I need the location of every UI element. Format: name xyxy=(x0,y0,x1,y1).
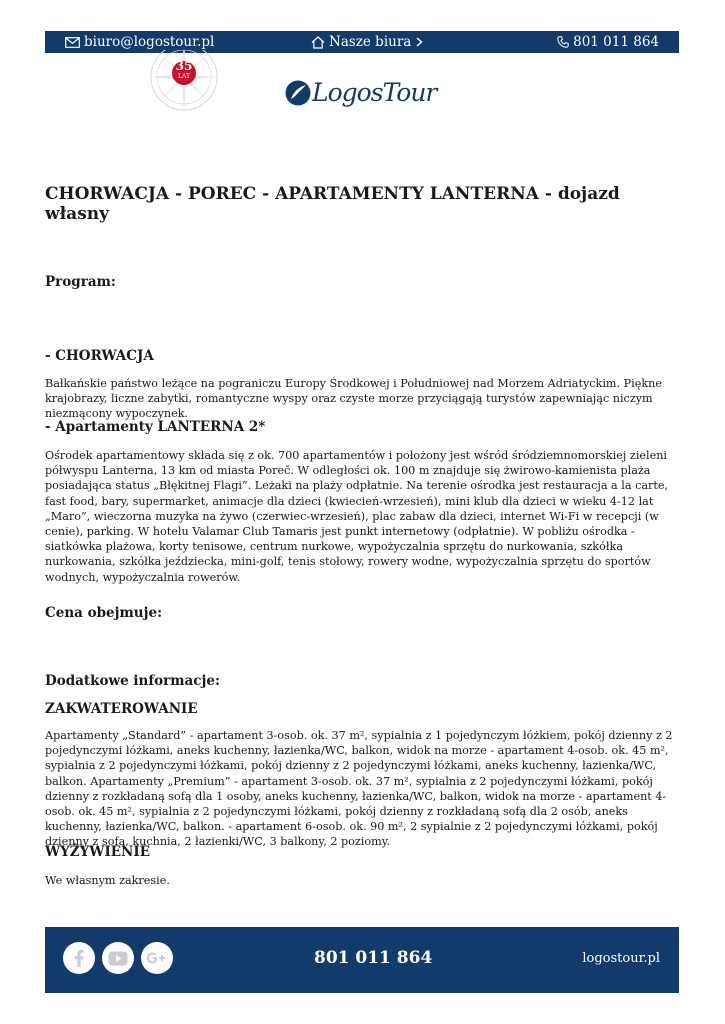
logo-wordmark: LogosTour xyxy=(312,78,437,107)
footer-website[interactable]: logostour.pl xyxy=(582,951,660,966)
program-heading: Program: xyxy=(45,274,116,290)
top-contact-bar xyxy=(45,31,679,53)
offices-link[interactable] xyxy=(311,31,424,53)
envelope-icon xyxy=(65,37,80,48)
google-plus-icon xyxy=(146,951,168,965)
footer-phone[interactable]: 801 011 864 xyxy=(314,948,433,968)
accommodation-heading: ZAKWATEROWANIE xyxy=(45,701,198,717)
phone-text: 801 011 864 xyxy=(573,34,659,50)
footer-bar xyxy=(45,927,679,993)
phone-icon xyxy=(557,36,569,48)
lanterna-heading: - Apartamenty LANTERNA 2* xyxy=(45,419,266,435)
home-icon xyxy=(311,36,325,49)
page-title: CHORWACJA - POREC - APARTAMENTY LANTERNA - dojazd własny xyxy=(45,184,620,224)
youtube-icon xyxy=(108,951,128,966)
badge-label: LAT xyxy=(178,73,190,80)
facebook-icon xyxy=(73,949,85,967)
anniversary-badge xyxy=(143,50,225,116)
youtube-button[interactable] xyxy=(102,942,134,974)
additional-info-heading: Dodatkowe informacje: xyxy=(45,673,220,689)
chorwacja-description: Bałkańskie państwo leżące na pograniczu Europy Środkowej i Południowej nad Morzem Adriatyckim. Piękne krajobrazy, liczne zabytki, romantyczne wyspy oraz czyste morze przyciągają turystów zapewniając niczym niezmącony wypoczynek. xyxy=(45,377,662,421)
phone-link[interactable] xyxy=(557,31,659,53)
chevron-right-icon xyxy=(415,37,424,47)
badge-number: 35 xyxy=(175,59,193,73)
lanterna-description: Ośrodek apartamentowy składa się z ok. 700 apartamentów i położony jest wśród śródziemnomorskiej zieleni półwyspu Lanterna, 13 km od miasta Poreč. W odległości ok. 100 m znajduje się żwirowo-kamienista plaża posiadająca status „Błękitnej Flagi”. Leżaki na plaży odpłatnie. Na terenie ośrodka jest restauracja a la carte, fast food, bary, supermarket, animacje dla dzieci (kwiecień-wrzesień), mini klub dla dzieci w wieku 4-12 lat „Maro”, wieczorna muzyka na żywo (czerwiec-wrzesień), plac zabaw dla dzieci, internet Wi-Fi w recepcji (w cenie), parking. W hotelu Valamar Club Tamaris jest punkt internetowy (odpłatnie). W pobliżu ośrodka - siatkówka plażowa, korty tenisowe, centrum nurkowe, wypożyczalnia sprzętu do nurkowania, szkółka nurkowania, szkółka jeździecka, mini-golf, tenis stołowy, rowery wodne, wypożyczalnia sprzętu do sportów wodnych, wypożyczalnia rowerów. xyxy=(45,449,669,584)
offices-text: Nasze biura xyxy=(329,34,412,50)
accommodation-description: Apartamenty „Standard” - apartament 3-osob. ok. 37 m², sypialnia z 1 pojedynczym łóżkiem, pokój dzienny z 2 pojedynczymi łóżkami, aneks kuchenny, łazienka/WC, balkon, widok na morze - apartament 4-osob. ok. 45 m², sypialnia z 2 pojedynczymi łóżkami, pokój dzienny z 2 pojedynczymi łóżkami, aneks kuchenny, łazienka/WC, balkon. Apartamenty „Premium” - apartament 3-osob. ok. 37 m², sypialnia z 2 pojedynczymi łóżkami, pokój dzienny z rozkładaną sofą dla 1 osoby, aneks kuchenny, łazienka/WC, balkon, widok na morze - apartament 4-osob. ok. 45 m², sypialnia z 2 pojedynczymi łóżkami, pokój dzienny z rozkładaną sofą dla 2 osób, aneks kuchenny, łazienka/WC, balkon. - apartament 6-osob. ok. 90 m², 2 sypialnie z 2 pojedynczymi łóżkami, pokój dzienny z sofą, kuchnia, 2 łazienki/WC, 3 balkony, 2 poziomy. xyxy=(45,729,673,849)
quill-logo-icon xyxy=(285,80,311,106)
email-text: biuro@logostour.pl xyxy=(84,34,215,50)
facebook-button[interactable] xyxy=(63,942,95,974)
food-description: We własnym zakresie. xyxy=(45,874,170,887)
google-plus-button[interactable] xyxy=(141,942,173,974)
logostour-logo[interactable] xyxy=(284,76,437,114)
price-heading: Cena obejmuje: xyxy=(45,605,163,621)
food-heading: WYŻYWIENIE xyxy=(45,844,151,860)
chorwacja-heading: - CHORWACJA xyxy=(45,348,154,364)
